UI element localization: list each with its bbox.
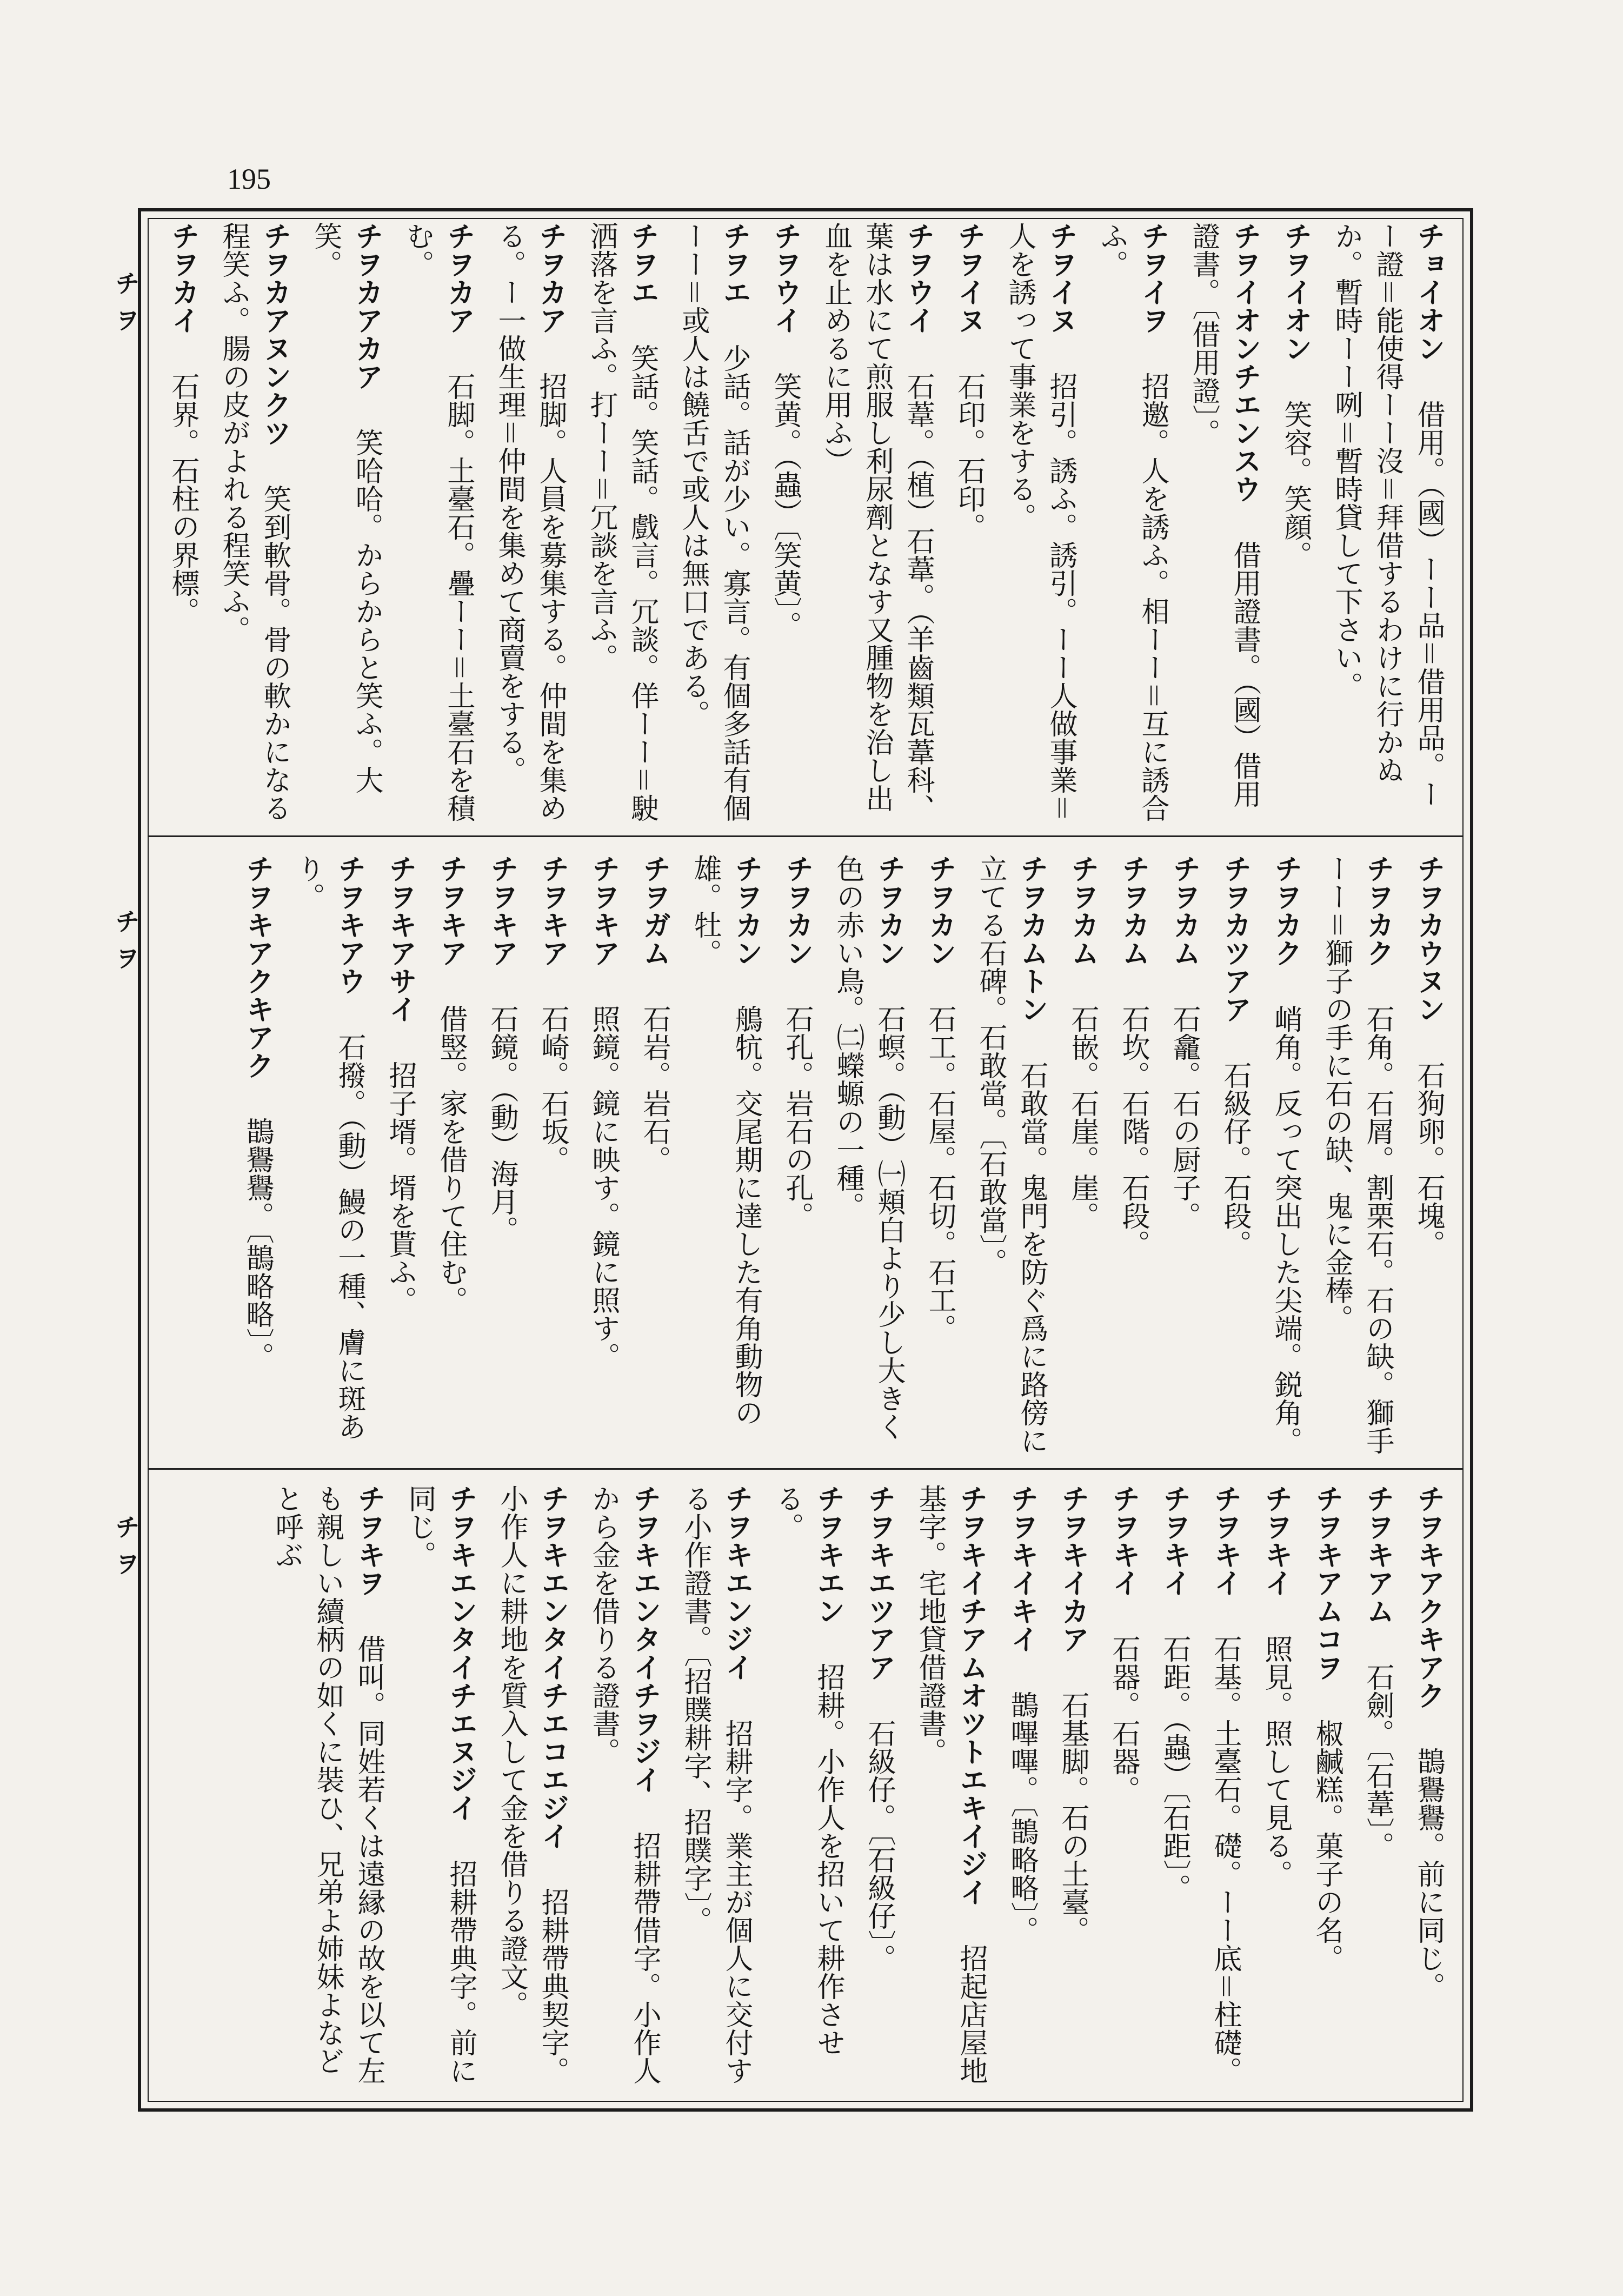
dictionary-entry (1103, 1484, 1144, 2095)
dictionary-entry (237, 854, 278, 1457)
entry-headword: チヲキエンタイチエヌジイ (444, 1484, 477, 1822)
dictionary-entry (634, 854, 675, 1457)
entry-headword: チヲカン (923, 854, 956, 967)
entry-headword: チヲカム (1066, 854, 1099, 967)
entry-headword: チヲカイ (167, 222, 199, 334)
side-label-1: チヲ (111, 270, 141, 344)
entry-definition: 石葦。（植）石葦。（羊齒類瓦葦科、葉は水にて煎服し利尿劑となす又腫物を治し出血を止めるに用ふ） (820, 222, 934, 822)
entry-definition: 招耕。小作人を招いて耕作させる。 (771, 1484, 844, 2056)
dictionary-entry (1326, 222, 1449, 825)
entry-headword: チヲカン (781, 854, 813, 967)
entry-headword: チヲカア (534, 222, 567, 334)
dictionary-section-2 (162, 854, 1449, 1457)
entry-headword: チヲキアム (1361, 1484, 1394, 1625)
entry-headword: チヲキイ (1107, 1484, 1140, 1597)
dictionary-entry (767, 1484, 849, 2095)
entry-headword: チヲキエン (812, 1484, 844, 1625)
entry-headword: チヲキアクキアク (1412, 1484, 1445, 1709)
dictionary-entry (213, 222, 295, 825)
entry-definition: 峭角。反って突出した尖端。鋭角。 (1269, 1005, 1302, 1455)
dictionary-entry (1275, 222, 1316, 825)
page-number: 195 (227, 163, 271, 195)
dictionary-entry (684, 854, 767, 1457)
entry-definition: 石級仔。石段。 (1219, 1061, 1251, 1258)
entry-headword: チヲキア (587, 854, 620, 967)
dictionary-entry (162, 222, 203, 825)
entry-definition: 石嵌。石崖。崖。 (1066, 1005, 1099, 1230)
dictionary-entry (859, 1484, 900, 2095)
entry-headword: チヲカムトン (1015, 854, 1048, 1023)
entry-headword: チヲウイ (769, 222, 801, 334)
dictionary-entry (815, 222, 939, 825)
entry-definition: 石撥。（動）鰻の一種、膚に斑あり。 (292, 854, 365, 1441)
entry-headword: チヲイオンチエンスウ (1228, 222, 1261, 503)
dictionary-entry (1052, 1484, 1093, 2095)
dictionary-entry (1316, 854, 1398, 1457)
entry-headword: チヲカク (1269, 854, 1302, 967)
dictionary-entry (266, 1484, 389, 2095)
entry-definition: 笑容。笑顔。 (1279, 400, 1312, 569)
entry-definition: 招邀。人を誘ふ。相ーー＝互に誘合ふ。 (1095, 222, 1169, 822)
dictionary-entry (481, 854, 522, 1457)
entry-definition: 石距。（蟲）〔石距〕。 (1158, 1635, 1190, 1902)
dictionary-entry (1113, 854, 1154, 1457)
dictionary-entry (532, 854, 573, 1457)
entry-headword: チヲカム (1168, 854, 1200, 967)
entry-definition: 石器。石器。 (1107, 1635, 1140, 1803)
entry-definition: 石工。石屋。石切。石工。 (923, 1005, 956, 1342)
entry-definition: 招耕字。業主が個人に交付する小作證書。〔招贌耕字、招贌字〕。 (679, 1484, 753, 2085)
dictionary-entry (430, 854, 471, 1457)
dictionary-entry (397, 222, 479, 825)
entry-headword: チヲキヲ (352, 1484, 385, 1597)
dictionary-entry (909, 1484, 992, 2095)
entry-headword: チヲカア (442, 222, 475, 334)
entry-definition: 石印。石印。 (953, 372, 985, 541)
entry-definition: 笑哈哈。からからと笑ふ。大笑。 (309, 222, 383, 794)
entry-definition: 石孔。岩石の孔。 (781, 1005, 813, 1230)
entry-definition: 石脚。土臺石。疊ーー＝土臺石を積む。 (401, 222, 475, 822)
entry-headword: チヲキイカア (1056, 1484, 1089, 1653)
dictionary-entry (1214, 854, 1255, 1457)
entry-headword: チヲキイ (1260, 1484, 1292, 1597)
dictionary-entry (380, 854, 421, 1457)
entry-headword: チヲカツアア (1219, 854, 1251, 1023)
entry-headword: チヲガム (638, 854, 670, 967)
entry-headword: チヲキア (485, 854, 518, 967)
entry-headword: チヲイヲ (1136, 222, 1169, 334)
dictionary-entry (1408, 854, 1449, 1457)
entry-definition: 笑話。笑話。戲言。冗談。佯ーー＝駛洒落を言ふ。打ーー＝冗談を言ふ。 (585, 222, 658, 822)
entry-headword: チヲキエンジイ (720, 1484, 753, 1681)
dictionary-entry (1154, 1484, 1195, 2095)
dictionary-entry (1265, 854, 1306, 1457)
entry-definition: 招耕帶借字。小作人から金を借りる證書。 (587, 1484, 661, 2085)
entry-headword: チヲキイチアムオツトエキイジイ (955, 1484, 987, 1906)
entry-definition: 招子壻。壻を貰ふ。 (384, 1061, 416, 1314)
entry-headword: チヲカウヌン (1412, 854, 1445, 1023)
entry-definition: 石狗卵。石塊。 (1412, 1061, 1445, 1258)
entry-headword: チヲキイ (1209, 1484, 1241, 1597)
side-label-2: チヲ (111, 908, 141, 982)
entry-definition: 石鏡。（動）海月。 (485, 1005, 518, 1244)
dictionary-entry (1091, 222, 1173, 825)
entry-headword: チヲキイキイ (1006, 1484, 1038, 1653)
entry-definition: 石龕。石の厨子。 (1168, 1005, 1200, 1230)
entry-headword: チヲキアサイ (384, 854, 416, 1023)
entry-definition: 借竪。家を借りて住む。 (435, 1005, 467, 1314)
entry-definition: 照見。照して見る。 (1260, 1635, 1292, 1888)
entry-definition: 石角。石屑。割栗石。石の缺。獅手ーー＝獅子の手に石の缺、鬼に金棒。 (1320, 854, 1394, 1455)
entry-headword: チヲカアカア (350, 222, 383, 390)
entry-definition: 椒鹹糕。菓子の名。 (1311, 1719, 1343, 1972)
dictionary-entry (1163, 854, 1205, 1457)
entry-definition: 招耕帶典字。前に同じ。 (403, 1484, 477, 2085)
entry-definition: 石基脚。石の土臺。 (1056, 1691, 1089, 1944)
entry-definition: 借用。（國）ーー品＝借用品。ーー證＝能使得ーー沒＝拜借するわけに行かぬか。暫時ーー咧＝暫時貸して下さい。 (1330, 222, 1445, 808)
entry-headword: チヲカム (1117, 854, 1149, 967)
dictionary-entry (764, 222, 806, 825)
entry-headword: チヲイヌ (1045, 222, 1077, 334)
entry-headword: チヲキエンタイチエコエジイ (536, 1484, 569, 1850)
entry-definition: 石劍。〔石葦〕。 (1361, 1663, 1394, 1860)
entry-definition: 鵲鸒鸒。〔鵲略略〕。 (241, 1117, 274, 1370)
dictionary-section-1 (162, 222, 1449, 825)
dictionary-entry (1255, 1484, 1296, 2095)
dictionary-entry (583, 854, 624, 1457)
entry-headword: チヲキイ (1158, 1484, 1190, 1597)
entry-definition: 鵲鸒鸒。前に同じ。 (1412, 1747, 1445, 2000)
entry-headword: チヲキエンタイチヲジイ (628, 1484, 661, 1794)
entry-definition: 石螟。（動）㈠頬白より少し大きく色の赤い鳥。㈡蠑螈の一種。 (832, 854, 905, 1441)
entry-headword: チヲキアウ (333, 854, 365, 995)
entry-definition: 照鏡。鏡に映す。鏡に照す。 (587, 1005, 620, 1370)
dictionary-entry (583, 1484, 665, 2095)
entry-headword: チョイオン (1412, 222, 1445, 362)
dictionary-entry (827, 854, 909, 1457)
entry-definition: 借用證書。（國）借用證書。〔借用證〕。 (1187, 222, 1261, 808)
entry-definition: 石崎。石坂。 (536, 1005, 569, 1173)
entry-definition: 鵃牨。交尾期に達した有角動物の雄。牡。 (689, 854, 762, 1426)
dictionary-entry (919, 854, 960, 1457)
dictionary-section-3 (162, 1484, 1449, 2095)
entry-headword: チヲエ (718, 222, 750, 306)
entry-headword: チヲエ (626, 222, 658, 306)
dictionary-entry (1205, 1484, 1246, 2095)
entry-headword: チヲキアムコヲ (1311, 1484, 1343, 1681)
dictionary-entry (581, 222, 663, 825)
dictionary-entry (1183, 222, 1265, 825)
section-divider (149, 835, 1462, 837)
entry-definition: 笑到軟骨。骨の軟かになる程笑ふ。腸の皮がよれる程笑ふ。 (217, 222, 291, 822)
entry-headword: チヲカク (1361, 854, 1394, 967)
dictionary-entry (675, 1484, 757, 2095)
dictionary-entry (1408, 1484, 1449, 2095)
entry-headword: チヲウイ (902, 222, 934, 334)
entry-definition: 鵲嗶嗶。〔鵲略略〕。 (1006, 1691, 1038, 1944)
entry-headword: チヲキエツアア (863, 1484, 895, 1681)
entry-headword: チヲキアクキアク (241, 854, 274, 1079)
entry-definition: 石敢當。鬼門を防ぐ爲に路傍に立てる石碑。石敢當。〔石敢當〕。 (974, 854, 1048, 1455)
entry-definition: 少話。話が少い。寡言。有個多話有個ーー＝或人は饒舌で或人は無口である。 (677, 222, 750, 822)
dictionary-entry (999, 222, 1081, 825)
entry-definition: 招脚。人員を募集する。仲間を集める。ー一做生理＝仲間を集めて商賣をする。 (493, 222, 567, 822)
entry-definition: 石級仔。〔石級仔〕。 (863, 1719, 895, 1972)
dictionary-entry (399, 1484, 481, 2095)
dictionary-entry (1357, 1484, 1398, 2095)
entry-definition: 招起店屋地基字。宅地貸借證書。 (914, 1484, 987, 2085)
dictionary-entry (673, 222, 755, 825)
dictionary-entry (491, 1484, 573, 2095)
entry-definition: 借叫。同姓若くは遠縁の故を以て左も親しい續柄の如くに裝ひ、兄弟よ姉妹よなどと呼ぶ (270, 1484, 385, 2085)
entry-definition: 石坎。石階。石段。 (1117, 1005, 1149, 1258)
dictionary-entry (305, 222, 387, 825)
entry-definition: 石岩。岩石。 (638, 1005, 670, 1173)
dictionary-entry (489, 222, 571, 825)
entry-headword: チヲイオン (1279, 222, 1312, 362)
section-divider (149, 1468, 1462, 1470)
entry-definition: 招引。誘ふ。誘引。ーー人做事業＝人を誘って事業をする。 (1003, 222, 1077, 822)
entry-headword: チヲキア (435, 854, 467, 967)
entry-definition: 笑黄。（蟲）〔笑黄〕。 (769, 372, 801, 639)
entry-headword: チヲカアヌンクツ (258, 222, 291, 447)
entry-definition: 石基。土臺石。礎。ーー底＝柱礎。 (1209, 1635, 1241, 2085)
dictionary-entry (970, 854, 1052, 1457)
dictionary-entry (288, 854, 370, 1457)
entry-headword: チヲカン (730, 854, 762, 967)
entry-definition: 招耕帶典契字。小作人に耕地を質入して金を借りる證文。 (495, 1484, 569, 2085)
entry-definition: 石界。石柱の界標。 (167, 372, 199, 625)
entry-headword: チヲイヌ (953, 222, 985, 334)
entry-headword: チヲカン (873, 854, 905, 967)
dictionary-entry (1306, 1484, 1347, 2095)
dictionary-entry (1062, 854, 1103, 1457)
dictionary-entry (776, 854, 817, 1457)
side-label-3: チヲ (111, 1514, 141, 1588)
entry-headword: チヲキア (536, 854, 569, 967)
dictionary-entry (948, 222, 989, 825)
dictionary-entry (1001, 1484, 1042, 2095)
